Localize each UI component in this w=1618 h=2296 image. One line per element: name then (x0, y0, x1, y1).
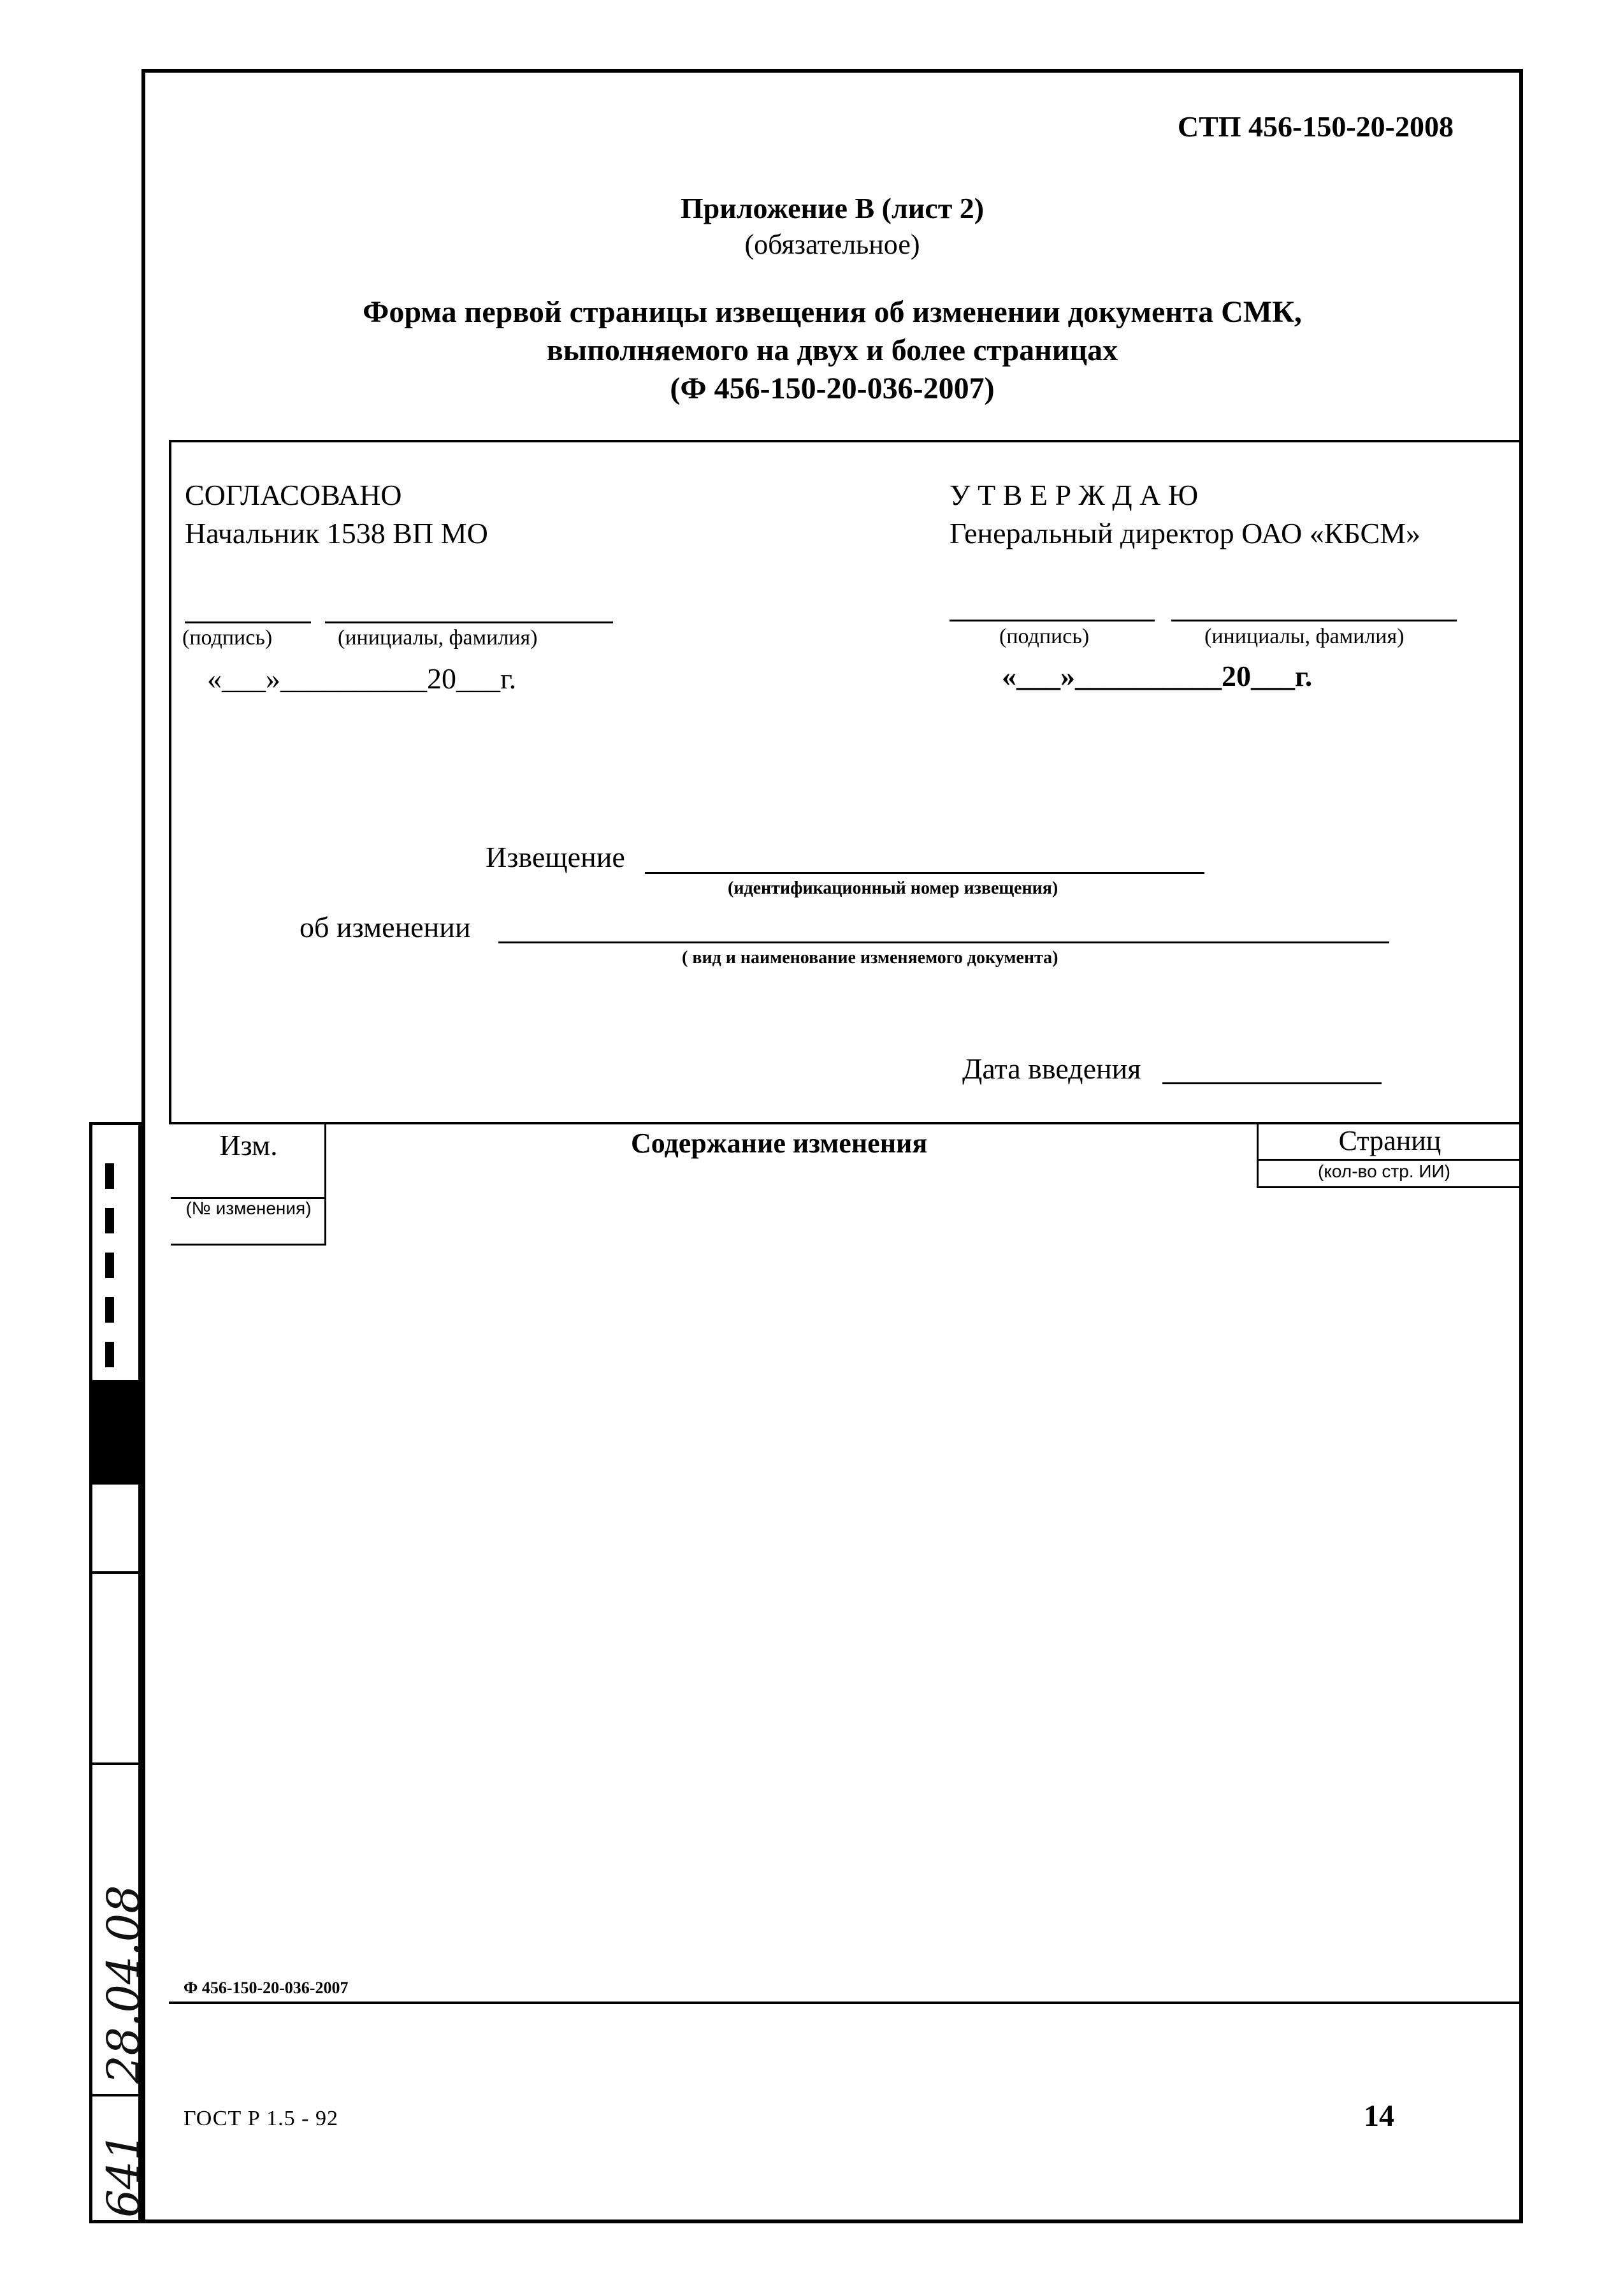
left-signature-caption: (подпись) (182, 626, 273, 650)
sidebar-dashed-mark (105, 1163, 114, 1412)
column-content-header: Содержание изменения (631, 1128, 928, 1159)
document-code: СТП 456-150-20-2008 (1177, 110, 1454, 143)
right-signature-caption: (подпись) (999, 625, 1090, 648)
pages-divider (1257, 1159, 1523, 1161)
sidebar-cell-2 (92, 1571, 138, 1762)
column-change-subheader: (№ изменения) (185, 1198, 312, 1218)
right-name-caption: (инициалы, фамилия) (1204, 625, 1405, 648)
registration-sidebar (89, 1122, 150, 2223)
form-code-footer: Ф 456-150-20-036-2007 (184, 1979, 349, 1997)
right-signature-line (950, 620, 1155, 621)
form-title-line3: (Ф 456-150-20-036-2007) (670, 372, 995, 405)
approval-left-heading: СОГЛАСОВАНО (185, 479, 402, 511)
sidebar-cell-1 (92, 1380, 138, 1571)
changed-document-line (498, 941, 1389, 943)
column-change-header: Изм. (219, 1129, 278, 1161)
appendix-mandatory: (обязательное) (744, 229, 920, 260)
right-date-line: «___»__________20___г. (1002, 660, 1313, 692)
approval-right-position: Генеральный директор ОАО «КБСМ» (950, 517, 1421, 549)
left-signature-line (185, 621, 311, 623)
table-bottom-line (169, 2002, 1523, 2004)
handwritten-number: 641 (98, 2132, 150, 2218)
appendix-title: Приложение В (лист 2) (680, 192, 985, 224)
column-pages-header: Страниц (1338, 1125, 1441, 1156)
sidebar-cell-3 (92, 1762, 150, 2094)
form-title-line2: выполняемого на двух и более страницах (546, 333, 1118, 367)
left-name-caption: (инициалы, фамилия) (338, 626, 538, 650)
changed-document-caption: ( вид и наименование изменяемого документа) (682, 948, 1058, 968)
page-number: 14 (1364, 2099, 1394, 2133)
standard-reference: ГОСТ Р 1.5 - 92 (184, 2107, 338, 2130)
column-pages-subheader: (кол-во стр. ИИ) (1318, 1161, 1450, 1181)
approval-left-position: Начальник 1538 ВП МО (185, 517, 488, 549)
handwritten-date: 28.04.08 (98, 1885, 150, 2084)
notice-id-line (645, 872, 1204, 874)
effective-date-line (1162, 1082, 1382, 1084)
form-title-line1: Форма первой страницы извещения об изменении документа СМК, (363, 295, 1302, 329)
sidebar-filled-block (92, 1383, 138, 1485)
notice-label: Извещение (486, 841, 625, 873)
left-date-line: «___»__________20___г. (207, 662, 517, 695)
sidebar-cell-4 (92, 2094, 150, 2221)
right-name-line (1171, 620, 1457, 621)
change-label: об изменении (300, 911, 471, 943)
left-name-line (325, 621, 613, 623)
notice-id-caption: (идентификационный номер извещения) (728, 878, 1058, 898)
effective-date-label: Дата введения (962, 1052, 1141, 1085)
approval-right-heading: У Т В Е Р Ж Д А Ю (950, 479, 1199, 511)
